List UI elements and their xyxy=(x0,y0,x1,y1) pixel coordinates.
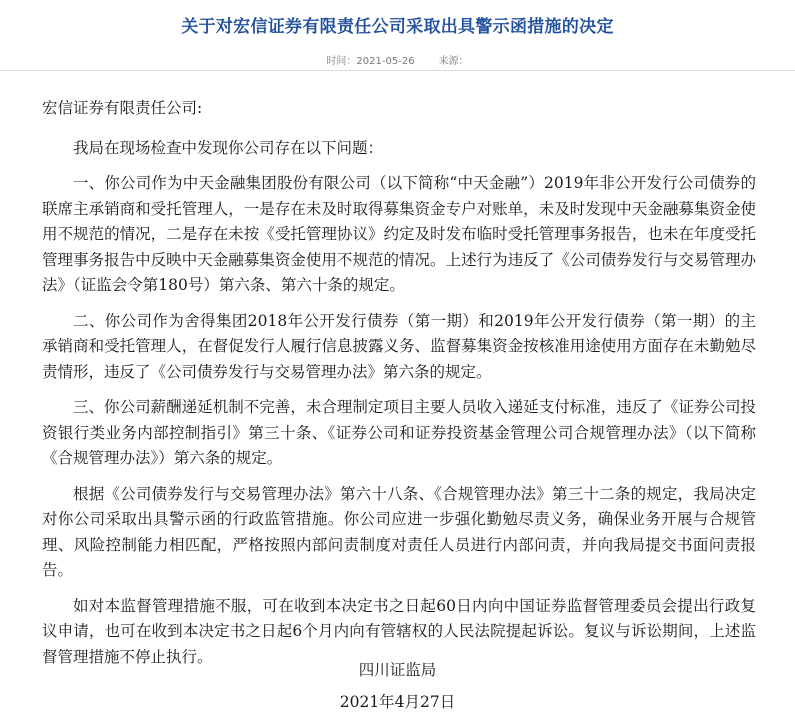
paragraph-issue-1: 一、你公司作为中天金融集团股份有限公司（以下简称“中天金融”）2019年非公开发行公司债券的联席主承销商和受托管理人，一是存在未及时取得募集资金专户对账单，未及时发现中天金融募集资金使用不规范的情况，二是存在未按《受托管理协议》约定及时发布临时受托管理事务报告，也未在年度受托管理事务报告中反映中天金融募集资金使用不规范的情况。上述行为违反了《公司债券发行与交易管理办法》（证监会令第180号）第六条、第六十条的规定。 xyxy=(42,174,756,294)
salutation: 宏信证券有限责任公司: xyxy=(42,99,203,117)
paragraph-intro: 我局在现场检查中发现你公司存在以下问题： xyxy=(73,138,384,157)
issuer-signature: 四川证监局 xyxy=(358,661,437,679)
document-title: 关于对宏信证券有限责任公司采取出具警示函措施的决定 xyxy=(181,17,614,37)
source-label: 来源： xyxy=(438,56,469,67)
publish-time: 时间：2021-05-26 xyxy=(326,56,415,67)
header-divider xyxy=(0,70,795,71)
paragraph-appeal: 如对本监督管理措施不服，可在收到本决定书之日起60日内向中国证券监督管理委员会提出行政复议申请，也可在收到本决定书之日起6个月内向有管辖权的人民法院提起诉讼。复议与诉讼期间，上述监督管理措施不停止执行。 xyxy=(42,596,756,666)
paragraph-decision: 根据《公司债券发行与交易管理办法》第六十八条、《合规管理办法》第三十二条的规定，我局决定对你公司采取出具警示函的行政监管措施。你公司应进一步强化勤勉尽责义务，确保业务开展与合规管理、风险控制能力相匹配，严格按照内部问责制度对责任人员进行内部问责，并向我局提交书面问责报告。 xyxy=(42,484,756,579)
issue-date: 2021年4月27日 xyxy=(339,693,456,711)
document-body xyxy=(42,96,756,680)
paragraph-issue-2: 二、你公司作为舍得集团2018年公开发行债券（第一期）和2019年公开发行债券（第一期）的主承销商和受托管理人，在督促发行人履行信息披露义务、监督募集资金按核准用途使用方面存在未勤勉尽责情形，违反了《公司债券发行与交易管理办法》第六条的规定。 xyxy=(42,311,756,381)
document-meta xyxy=(0,52,795,67)
paragraph-issue-3: 三、你公司薪酬递延机制不完善，未合理制定项目主要人员收入递延支付标准，违反了《证券公司投资银行类业务内部控制指引》第三十条、《证券公司和证券投资基金管理公司合规管理办法》（以下简称《合规管理办法》）第六条的规定。 xyxy=(42,398,756,467)
